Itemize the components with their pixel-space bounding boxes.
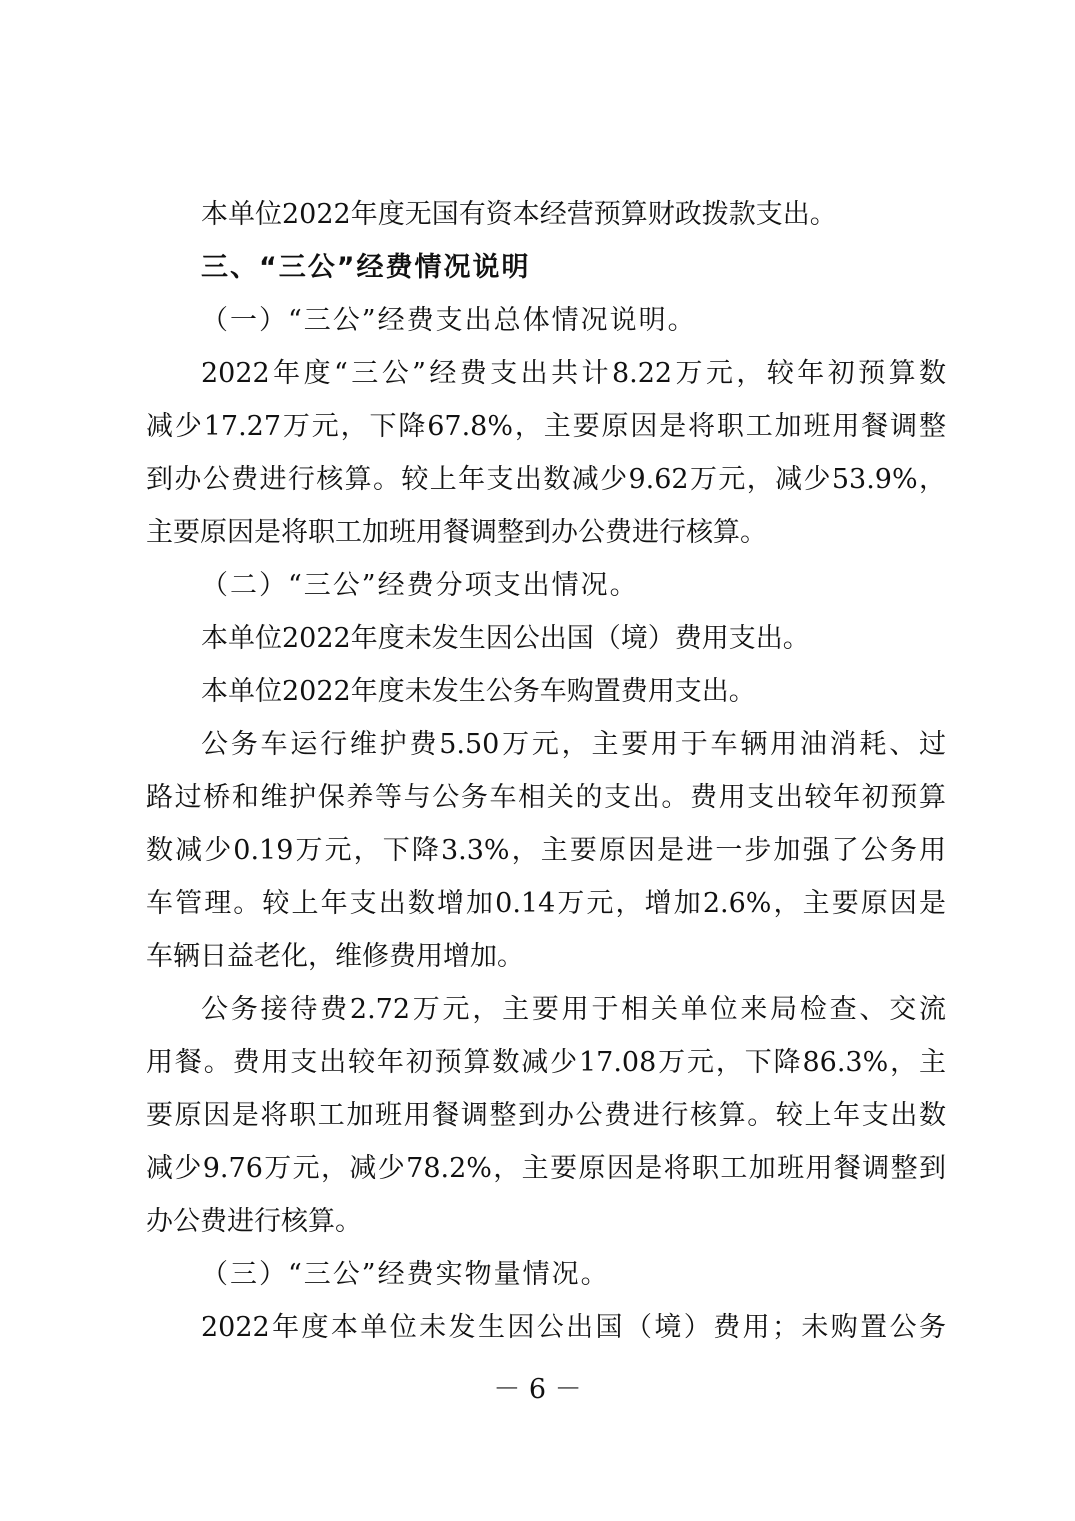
paragraph-line: 数减少0.19万元，下降3.3%，主要原因是进一步加强了公务用: [146, 835, 946, 866]
paragraph-line: 减少9.76万元，减少78.2%，主要原因是将职工加班用餐调整到: [146, 1153, 946, 1184]
paragraph-line: 办公费进行核算。: [146, 1206, 362, 1237]
paragraph-line: 路过桥和维护保养等与公务车相关的支出。费用支出较年初预算: [146, 782, 946, 813]
paragraph-line: 要原因是将职工加班用餐调整到办公费进行核算。较上年支出数: [146, 1100, 946, 1131]
subsection-heading: （一）“三公”经费支出总体情况说明。: [201, 305, 697, 336]
paragraph-line: 主要原因是将职工加班用餐调整到办公费进行核算。: [146, 517, 767, 548]
paragraph-line: 减少17.27万元，下降67.8%，主要原因是将职工加班用餐调整: [146, 411, 946, 442]
paragraph-line: 用餐。费用支出较年初预算数减少17.08万元，下降86.3%，主: [146, 1047, 946, 1078]
page-number: － 6 －: [493, 1374, 582, 1405]
paragraph-line: 到办公费进行核算。较上年支出数减少9.62万元，减少53.9%，: [146, 464, 946, 495]
paragraph-line: 本单位2022年度未发生因公出国（境）费用支出。: [201, 623, 810, 654]
paragraph-line: 2022年度本单位未发生因公出国（境）费用；未购置公务: [201, 1312, 946, 1343]
paragraph-line: 本单位2022年度未发生公务车购置费用支出。: [201, 676, 756, 707]
paragraph-line: 2022年度“三公”经费支出共计8.22万元，较年初预算数: [201, 358, 946, 389]
paragraph-line: 车辆日益老化，维修费用增加。: [146, 941, 524, 972]
paragraph-line: 公务接待费2.72万元，主要用于相关单位来局检查、交流: [201, 994, 946, 1025]
subsection-heading: （二）“三公”经费分项支出情况。: [201, 570, 639, 601]
paragraph-line: 公务车运行维护费5.50万元，主要用于车辆用油消耗、过: [201, 729, 946, 760]
section-heading: 三、“三公”经费情况说明: [201, 252, 531, 283]
paragraph-line: 本单位2022年度无国有资本经营预算财政拨款支出。: [201, 199, 837, 230]
paragraph-line: 车管理。较上年支出数增加0.14万元，增加2.6%，主要原因是: [146, 888, 946, 919]
document-body: [146, 188, 946, 1354]
subsection-heading: （三）“三公”经费实物量情况。: [201, 1259, 610, 1290]
